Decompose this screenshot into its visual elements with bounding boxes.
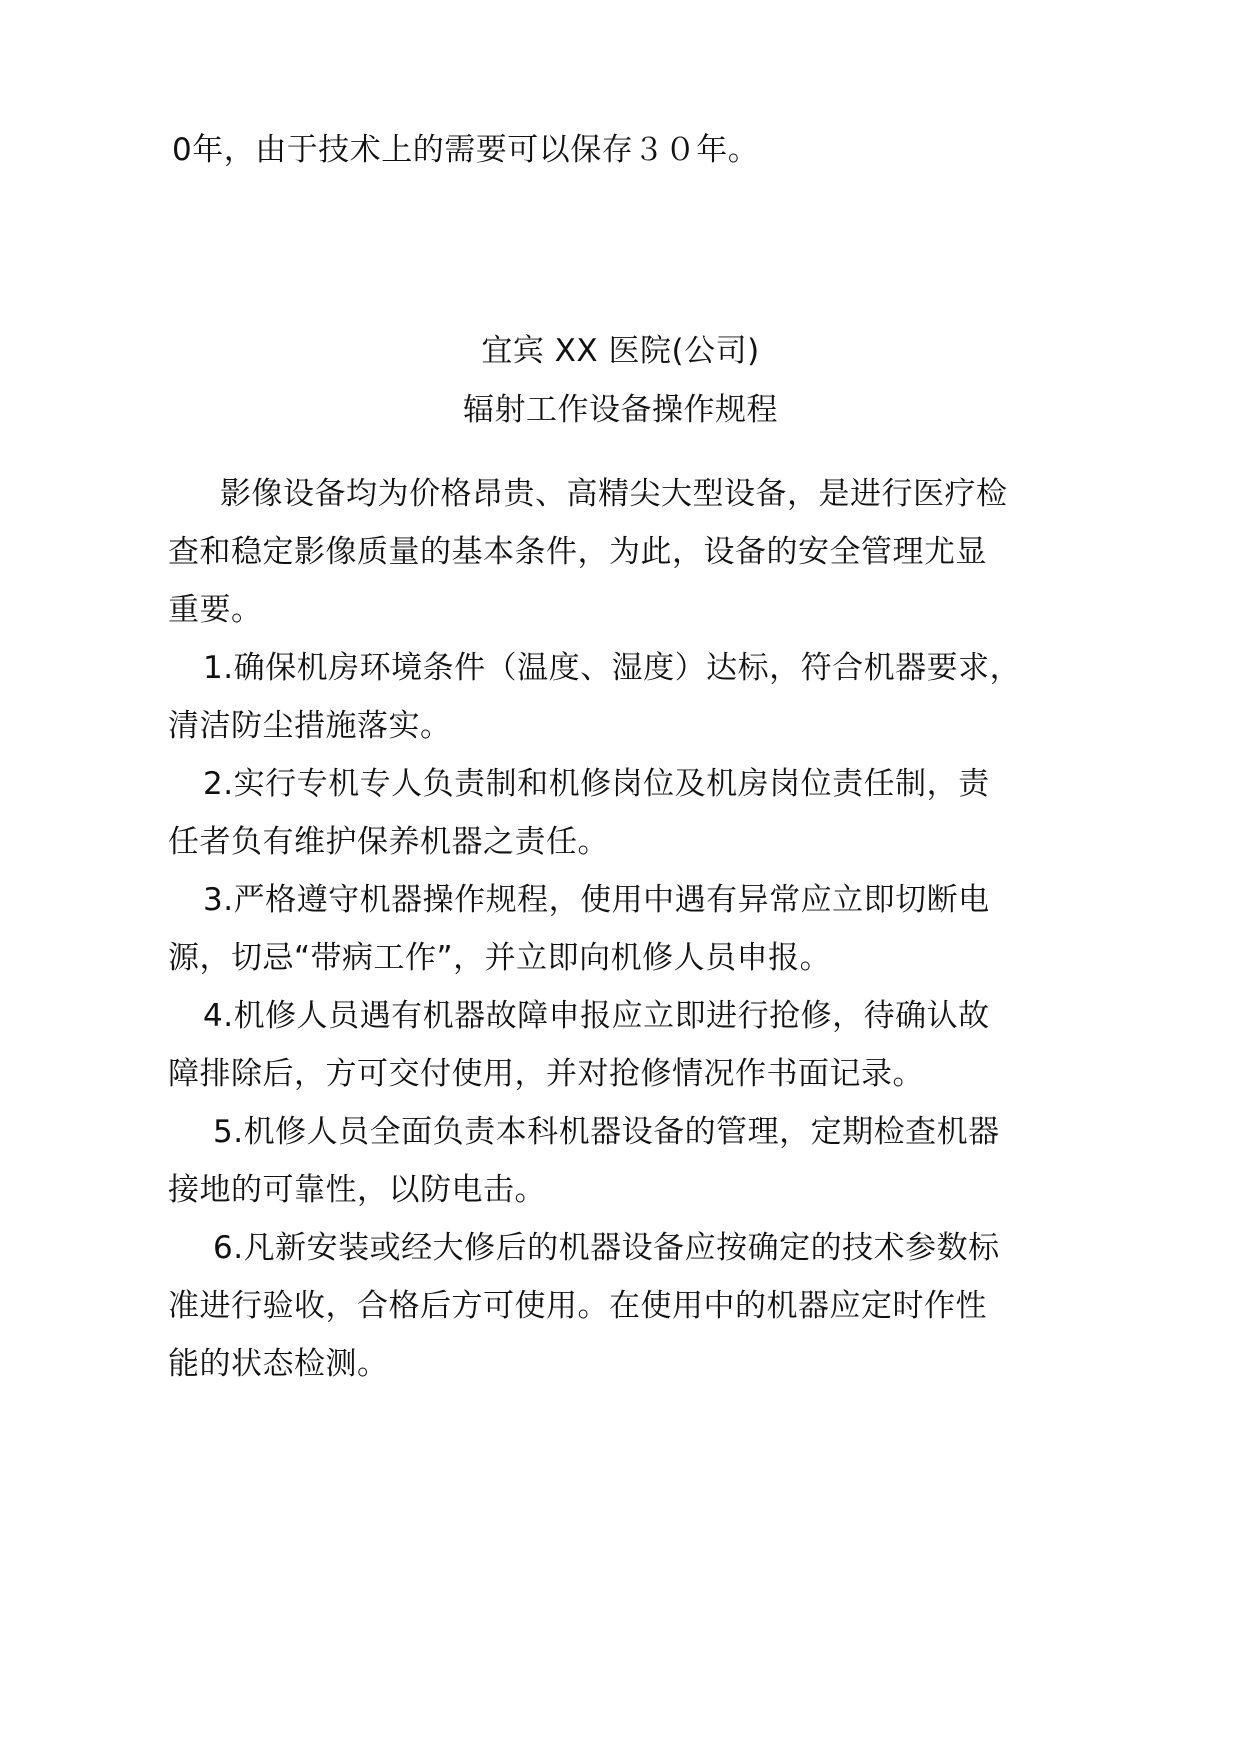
rule-line: 清洁防尘措施落实。	[168, 708, 452, 744]
rule-line: 源，切忌“带病工作”，并立即向机修人员申报。	[168, 940, 832, 976]
rule-line: 任者负有维护保养机器之责任。	[168, 824, 609, 860]
rule-line: 2.实行专机专人负责制和机修岗位及机房岗位责任制，责	[203, 766, 990, 802]
rule-line: 障排除后，方可交付使用，并对抢修情况作书面记录。	[168, 1056, 924, 1092]
carryover-line: 0年，由于技术上的需要可以保存３０年。	[172, 132, 760, 168]
rule-line: 5.机修人员全面负责本科机器设备的管理，定期检查机器	[213, 1114, 1000, 1150]
rule-line: 准进行验收，合格后方可使用。在使用中的机器应定时作性	[168, 1288, 987, 1324]
rule-line: 接地的可靠性，以防电击。	[168, 1172, 546, 1208]
document-title: 辐射工作设备操作规程	[463, 392, 778, 428]
intro-line: 影像设备均为价格昂贵、高精尖大型设备，是进行医疗检	[220, 476, 1008, 512]
intro-line: 查和稳定影像质量的基本条件，为此，设备的安全管理尤显	[168, 534, 987, 570]
rule-line: 1.确保机房环境条件（温度、湿度）达标，符合机器要求，	[203, 650, 1022, 686]
intro-line: 重要。	[168, 592, 263, 628]
rule-line: 6.凡新安装或经大修后的机器设备应按确定的技术参数标	[213, 1230, 1000, 1266]
rule-line: 4.机修人员遇有机器故障申报应立即进行抢修，待确认故	[203, 998, 990, 1034]
rule-line: 3.严格遵守机器操作规程，使用中遇有异常应立即切断电	[203, 882, 990, 918]
document-title-org: 宜宾 XX 医院(公司)	[481, 333, 760, 369]
rule-line: 能的状态检测。	[168, 1346, 389, 1382]
